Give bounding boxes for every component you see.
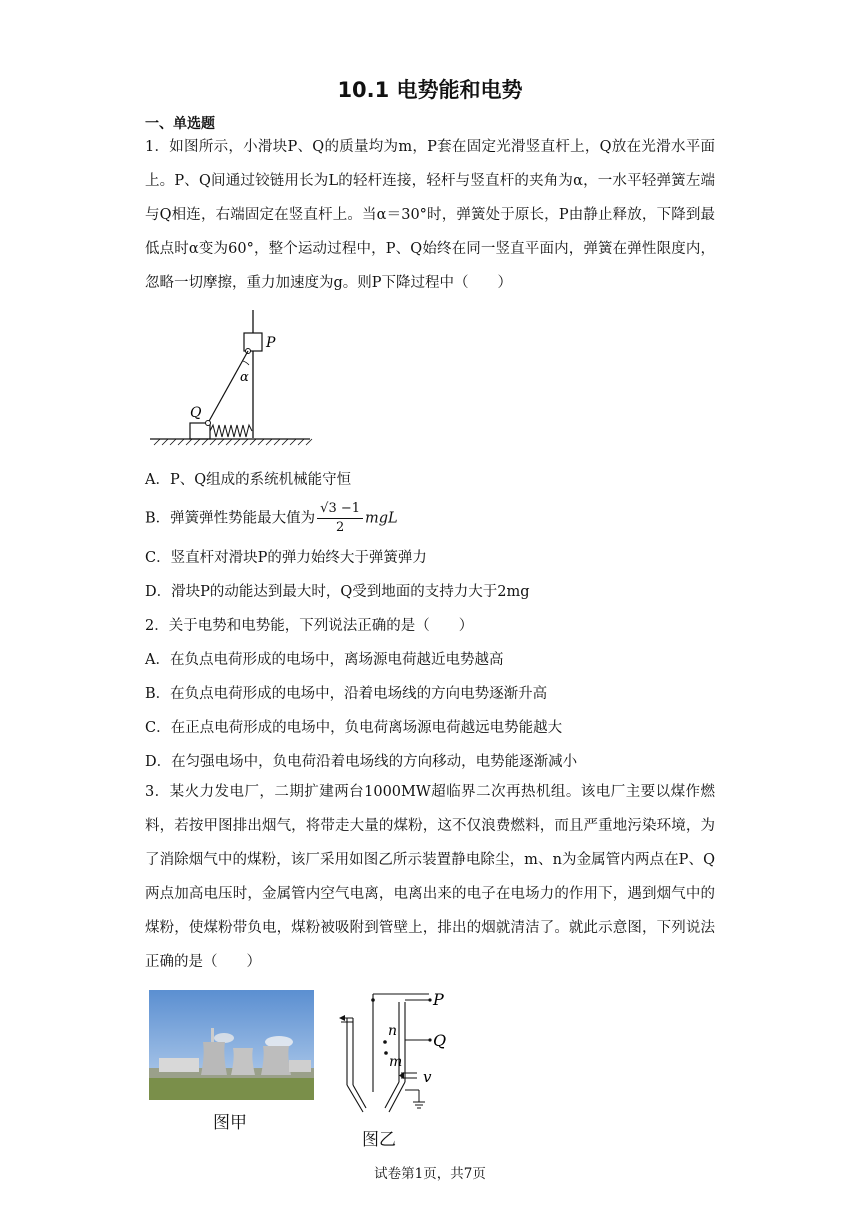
q2-option-a: A．在负点电荷形成的电场中，离场源电荷越近电势越高 xyxy=(145,652,504,668)
hinge-q xyxy=(206,421,211,426)
section-heading: 一、单选题 xyxy=(145,116,215,132)
electrostatic-precipitator-diagram xyxy=(333,990,453,1122)
label-n: n xyxy=(388,1023,398,1039)
figure-b-caption: 图乙 xyxy=(362,1130,396,1150)
q2-option-d: D．在匀强电场中，负电荷沿着电场线的方向移动，电势能逐渐减小 xyxy=(145,754,578,770)
q1-option-b-prefix: B．弹簧弹性势能最大值为 xyxy=(145,510,316,527)
power-plant-photo xyxy=(149,990,314,1100)
q2-option-c: C．在正点电荷形成的电场中，负电荷离场源电荷越远电势能越大 xyxy=(145,720,563,736)
angle-arc xyxy=(243,361,249,365)
label-q: Q xyxy=(190,405,202,421)
question-2-stem: 2．关于电势和电势能，下列说法正确的是（ ） xyxy=(145,618,474,634)
label-alpha: α xyxy=(240,370,249,385)
fraction-numerator: √3 −1 xyxy=(317,500,363,519)
ground-hatch xyxy=(154,439,312,445)
label-p: P xyxy=(433,990,444,1009)
q1-option-d: D．滑块P的动能达到最大时，Q受到地面的支持力大于2mg xyxy=(145,584,530,600)
spring xyxy=(210,425,252,437)
q1-option-c: C．竖直杆对滑块P的弹力始终大于弹簧弹力 xyxy=(145,550,427,566)
light-rod xyxy=(208,351,248,423)
page-footer: 试卷第1页，共7页 xyxy=(374,1166,486,1182)
q1-option-b xyxy=(145,500,398,537)
q1-option-b-suffix: mgL xyxy=(365,510,398,527)
label-p: P xyxy=(266,335,276,351)
q2-option-b: B．在负点电荷形成的电场中，沿着电场线的方向电势逐渐升高 xyxy=(145,686,548,702)
fraction-denominator: 2 xyxy=(335,520,345,535)
figure-a-caption: 图甲 xyxy=(213,1113,247,1133)
question-3-stem: 3．某火力发电厂，二期扩建两台1000MW超临界二次再热机组。该电厂主要以煤作燃料，若按甲图排出烟气，将带走大量的煤粉，这不仅浪费燃料，而且严重地污染环境，为了消除烟气中的煤粉，该厂采用如图乙所示装置静电除尘，m、n为金属管内两点在P、Q两点加高电压时，金属管内空气电离，电离出来的电子在电场力的作用下，遇到烟气中的煤粉，使煤粉带负电，煤粉被吸附到管壁上，排出的烟就清洁了。就此示意图，下列说法正确的是（ ） xyxy=(145,784,715,970)
page-title: 10.1 电势能和电势 xyxy=(337,78,523,102)
label-v: v xyxy=(423,1068,432,1086)
fraction xyxy=(317,500,363,537)
label-q: Q xyxy=(433,1031,447,1050)
question-1-figure xyxy=(148,305,318,450)
label-m: m xyxy=(389,1054,403,1070)
q1-option-a: A．P、Q组成的系统机械能守恒 xyxy=(145,472,352,488)
question-1-stem: 1．如图所示，小滑块P、Q的质量均为m，P套在固定光滑竖直杆上，Q放在光滑水平面上。P、Q间通过铰链用长为L的轻杆连接，轻杆与竖直杆的夹角为α，一水平轻弹簧左端与Q相连，右端固定在竖直杆上。当α＝30°时，弹簧处于原长，P由静止释放，下降到最低点时α变为60°，整个运动过程中，P、Q始终在同一竖直平面内，弹簧在弹性限度内，忽略一切摩擦，重力加速度为g。则P下降过程中（ ） xyxy=(145,139,715,291)
